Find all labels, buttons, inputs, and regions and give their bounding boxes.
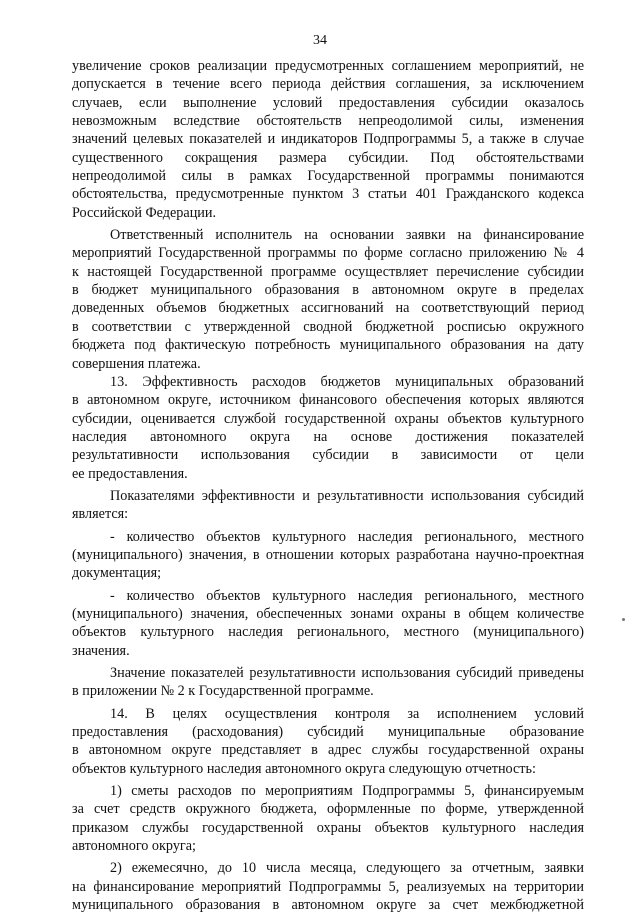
- text-line: за счет средств окружного бюджета, оформленные по форме, утвержденной: [72, 801, 584, 818]
- text-line: (муниципального) значения, обеспеченных зонами охраны в общем количестве: [72, 605, 584, 622]
- scan-speck: [622, 618, 625, 621]
- text-line: результативности использования субсидии в зависимости от цели: [72, 447, 584, 464]
- text-line: увеличение сроков реализации предусмотренных соглашением мероприятий, не: [72, 58, 584, 74]
- page-number: 34: [313, 33, 327, 48]
- text-line: 1) сметы расходов по мероприятиям Подпрограммы 5, финансируемым: [110, 783, 584, 800]
- text-line: в соответствии с утвержденной сводной бюджетной росписью окружного: [72, 318, 584, 335]
- text-line: Российской Федерации.: [72, 204, 217, 221]
- text-line: приказом службы государственной охраны объектов культурного наследия: [72, 819, 584, 836]
- text-line: 14. В целях осуществления контроля за исполнением условий: [110, 705, 584, 722]
- text-line: невозможным вследствие обстоятельств непреодолимой силы, изменения: [72, 113, 584, 130]
- text-line: (муниципального) значения, в отношении которых разработана научно-проектная: [72, 546, 584, 563]
- text-line: в приложении № 2 к Государственной программе.: [72, 683, 374, 700]
- text-line: мероприятий Государственной программы по форме согласно приложению № 4: [72, 245, 584, 262]
- text-line: объектов культурного наследия автономного округа следующую отчетность:: [72, 760, 536, 777]
- document-body: [72, 57, 584, 914]
- text-line: значения.: [72, 642, 130, 659]
- text-line: допускается в течение всего периода действия соглашения, за исключением: [72, 76, 584, 93]
- text-line: предоставления (расходования) субсидий муниципальные образование: [72, 724, 584, 741]
- text-line: в автономном округе, источником финансового обеспечения которых являются: [72, 392, 584, 409]
- text-line: - количество объектов культурного наследия регионального, местного: [110, 528, 584, 545]
- text-line: к настоящей Государственной программе осуществляет перечисление субсидии: [72, 263, 584, 280]
- text-line: ее предоставления.: [72, 465, 188, 482]
- text-line: значений целевых показателей и индикаторов Подпрограммы 5, а также в случае: [72, 131, 584, 148]
- text-line: наследия автономного округа на основе достижения показателей: [72, 428, 584, 445]
- text-line: бюджета под фактическую потребность муниципального образования на дату: [72, 337, 584, 354]
- text-line: субсидии, оценивается службой государственной охраны объектов культурного: [72, 410, 584, 427]
- text-line: случаев, если выполнение условий предоставления субсидии оказалось: [72, 94, 584, 111]
- text-line: в автономном округе представляет в адрес службы государственной охраны: [72, 742, 584, 759]
- text-line: совершения платежа.: [72, 355, 201, 372]
- text-line: непреодолимой силы в рамках Государственной программы понимаются: [72, 168, 584, 185]
- text-line: документация;: [72, 565, 162, 582]
- text-line: 2) ежемесячно, до 10 числа месяца, следующего за отчетным, заявки: [110, 860, 584, 877]
- text-line: автономного округа;: [72, 838, 196, 855]
- text-line: муниципального образования в автономном округе за счет межбюджетной: [72, 897, 584, 914]
- text-line: существенного сокращения размера субсидии. Под обстоятельствами: [72, 149, 584, 166]
- text-line: - количество объектов культурного наследия регионального, местного: [110, 587, 584, 604]
- text-line: обстоятельства, предусмотренные пунктом 3 статьи 401 Гражданского кодекса: [72, 186, 584, 203]
- text-line: является:: [72, 506, 129, 523]
- text-line: Показателями эффективности и результативности использования субсидий: [110, 487, 584, 504]
- text-line: в бюджет муниципального образования в автономном округе в пределах: [72, 282, 584, 299]
- text-line: объектов культурного наследия регионального, местного (муниципального): [72, 624, 584, 641]
- text-line: на финансирование мероприятий Подпрограммы 5, реализуемых на территории: [72, 878, 584, 895]
- text-line: Ответственный исполнитель на основании заявки на финансирование: [110, 227, 584, 244]
- text-line: Значение показателей результативности использования субсидий приведены: [110, 665, 584, 681]
- text-line: 13. Эффективность расходов бюджетов муниципальных образований: [110, 373, 584, 390]
- text-line: доведенных объемов бюджетных ассигнований на соответствующий период: [72, 300, 584, 317]
